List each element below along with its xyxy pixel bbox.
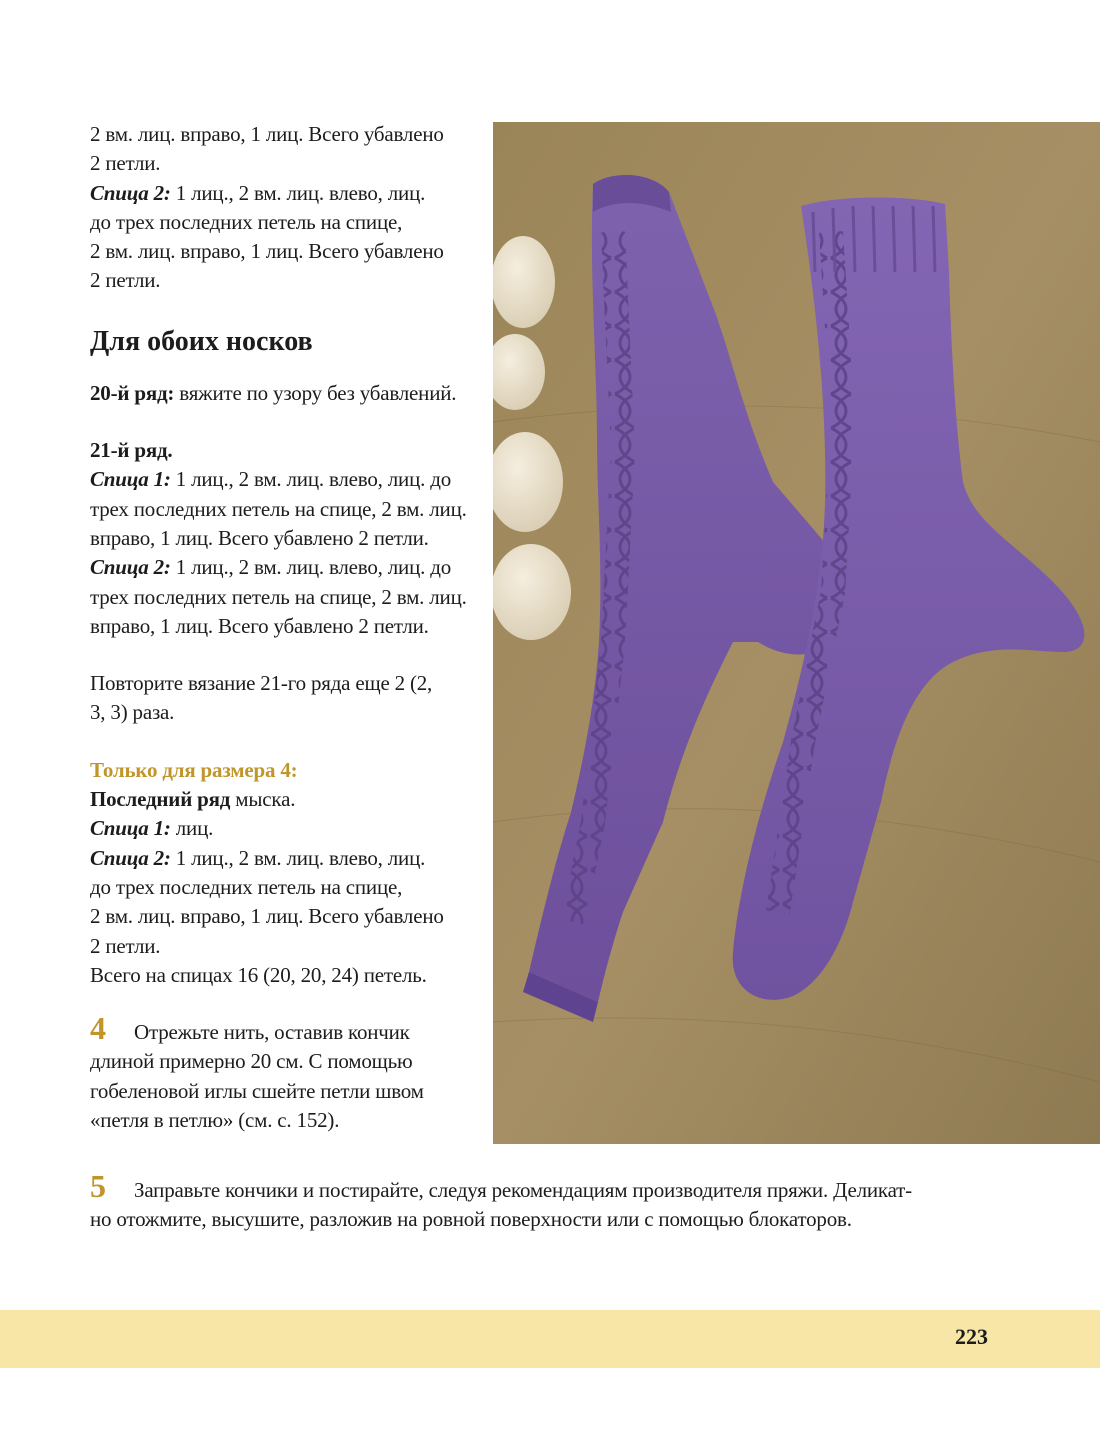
intro-line: 2 вм. лиц. вправо, 1 лиц. Всего убавлено [90, 239, 444, 264]
intro-needle2: Спица 2: 1 лиц., 2 вм. лиц. влево, лиц. [90, 180, 426, 205]
left-text-column [90, 120, 475, 1135]
stone [493, 236, 555, 328]
size4-line: 2 петли. [90, 933, 161, 958]
section-heading: Для обоих носков [90, 325, 313, 357]
step4-line: «петля в петлю» (см. с. 152). [90, 1108, 340, 1133]
stone [493, 544, 571, 640]
socks-photo [493, 122, 1100, 1144]
repeat-instruction: Повторите вязание 21-го ряда еще 2 (2, [90, 671, 433, 696]
step5-line: 5 Заправьте кончики и постирайте, следуя рекомендациям производителя пряжи. Деликат- [90, 1168, 912, 1204]
size4-total: Всего на спицах 16 (20, 20, 24) петель. [90, 962, 427, 987]
intro-line: до трех последних петель на спице, [90, 209, 403, 234]
intro-line: 2 петли. [90, 268, 161, 293]
row21-needle1: Спица 1: 1 лиц., 2 вм. лиц. влево, лиц. до [90, 467, 452, 492]
size4-line: 2 вм. лиц. вправо, 1 лиц. Всего убавлено [90, 904, 444, 929]
step5-line: но отожмите, высушите, разложив на ровной поверхности или с помощью блокаторов. [90, 1207, 852, 1232]
step5-paragraph [90, 1168, 990, 1235]
row20-instruction: 20-й ряд: вяжите по узору без убавлений. [90, 380, 457, 405]
intro-line: 2 петли. [90, 151, 161, 176]
page-number: 223 [955, 1324, 988, 1349]
step4-number: 4 [90, 1010, 106, 1047]
repeat-instruction: 3, 3) раза. [90, 700, 175, 725]
row21-line: вправо, 1 лиц. Всего убавлено 2 петли. [90, 613, 429, 638]
intro-line: 2 вм. лиц. вправо, 1 лиц. Всего убавлено [90, 122, 444, 146]
step5-number: 5 [90, 1168, 106, 1204]
step4-line: длиной примерно 20 см. С помощью [90, 1049, 413, 1074]
row21-line: трех последних петель на спице, 2 вм. лиц. [90, 496, 467, 521]
last-row-heading: Последний ряд мыска. [90, 787, 296, 812]
step4-line: гобеленовой иглы сшейте петли швом [90, 1078, 424, 1103]
size4-heading: Только для размера 4: [90, 757, 298, 782]
row21-heading: 21-й ряд. [90, 438, 173, 463]
size4-needle2: Спица 2: 1 лиц., 2 вм. лиц. влево, лиц. [90, 845, 426, 870]
size4-needle1: Спица 1: лиц. [90, 816, 214, 841]
row21-line: вправо, 1 лиц. Всего убавлено 2 петли. [90, 525, 429, 550]
footer-band [0, 1310, 1100, 1368]
row21-line: трех последних петель на спице, 2 вм. лиц. [90, 584, 467, 609]
row21-needle2: Спица 2: 1 лиц., 2 вм. лиц. влево, лиц. до [90, 555, 452, 580]
step4-line: 4 Отрежьте нить, оставив кончик [90, 1010, 410, 1047]
needle-label: Спица 2: [90, 180, 171, 205]
size4-line: до трех последних петель на спице, [90, 874, 403, 899]
socks-illustration [493, 122, 1100, 1144]
